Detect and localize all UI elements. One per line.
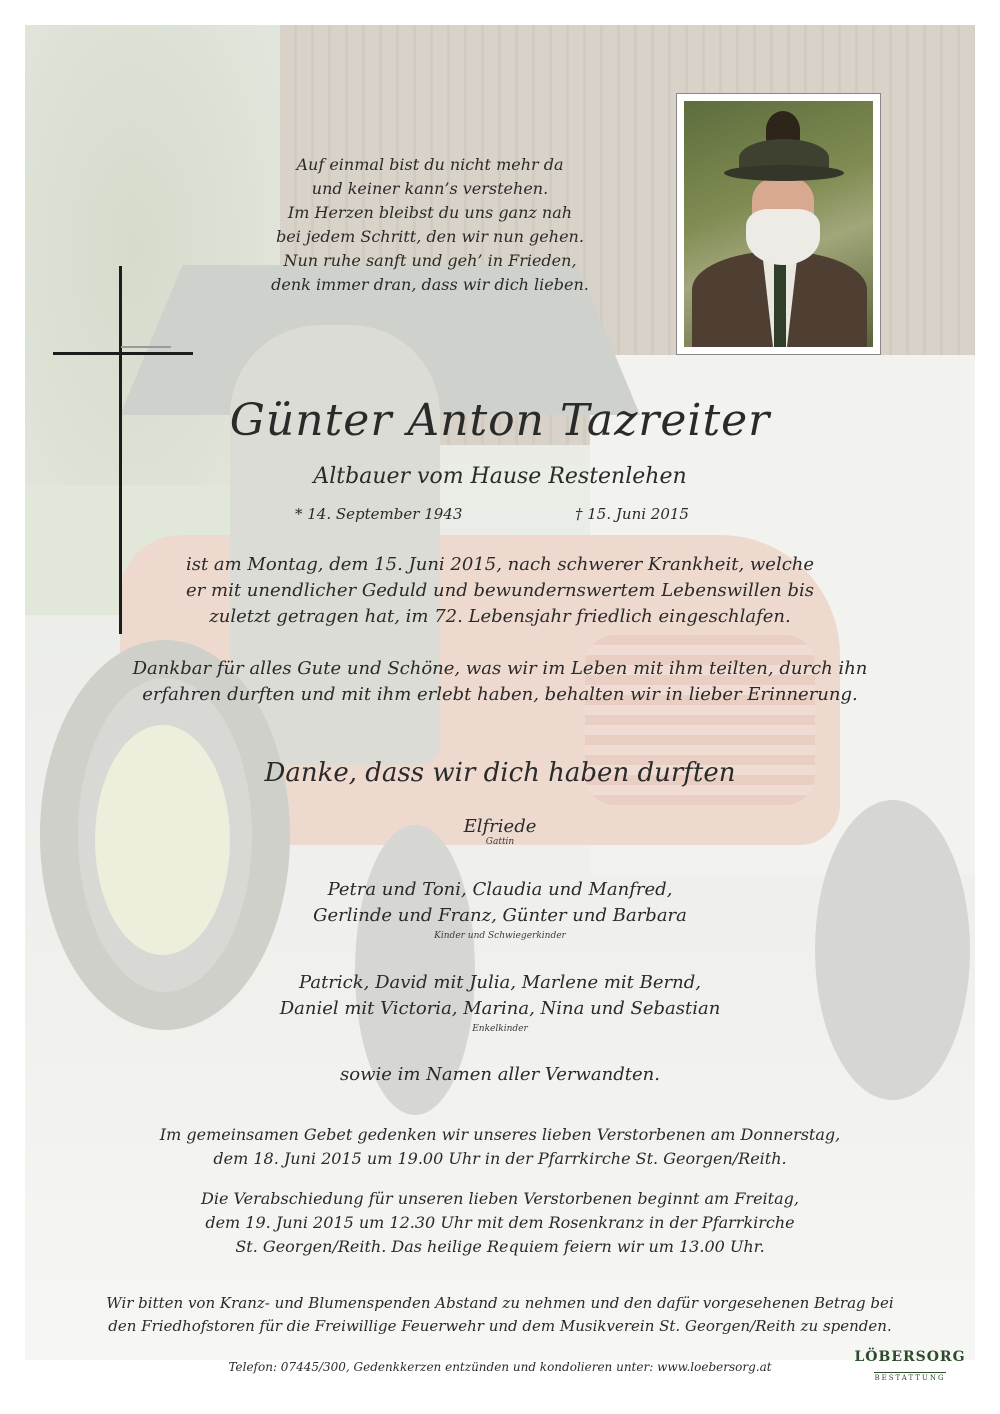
deceased-subtitle: Altbauer vom Hause Restenlehen — [313, 464, 687, 489]
gratitude-paragraph — [70, 656, 930, 708]
poem-line: Nun ruhe sanft und geh’ in Frieden, — [283, 251, 577, 270]
children-names: Gerlinde und Franz, Günter und Barbara — [313, 905, 687, 926]
relatives-line: sowie im Namen aller Verwandten. — [340, 1064, 660, 1085]
portrait-photo — [676, 93, 881, 355]
info-line: dem 19. Juni 2015 um 12.30 Uhr mit dem Rosenkranz in der Pfarrkirche — [205, 1213, 795, 1232]
funeral-home-logo — [850, 1349, 970, 1384]
spouse-name: Elfriede — [463, 816, 537, 837]
farewell-info — [80, 1187, 920, 1259]
logo-name: LÖBERSORG — [854, 1349, 966, 1365]
logo-subtitle: BESTATTUNG — [874, 1374, 946, 1382]
memorial-poem — [230, 153, 630, 297]
grandchildren-names: Daniel mit Victoria, Marina, Nina und Sebastian — [279, 998, 721, 1019]
info-line: den Friedhofstoren für die Freiwillige Feuerwehr und dem Musikverein St. Georgen/Reith zu spenden. — [108, 1317, 892, 1335]
poem-line: Im Herzen bleibst du uns ganz nah — [287, 203, 573, 222]
death-notice-paragraph — [120, 552, 880, 630]
children-role: Kinder und Schwiegerkinder — [434, 931, 566, 941]
deceased-name: Günter Anton Tazreiter — [229, 395, 771, 446]
info-line: Wir bitten von Kranz- und Blumenspenden Abstand zu nehmen und den dafür vorgesehenen Betrag bei — [106, 1294, 894, 1312]
cross-icon-bar — [53, 352, 193, 355]
contact-footer: Telefon: 07445/300, Gedenkkerzen entzünden und kondolieren unter: www.loebersorg.at — [228, 1360, 772, 1374]
paragraph-line: er mit unendlicher Geduld und bewundernswertem Lebenswillen bis — [186, 580, 814, 601]
spouse-role: Gattin — [485, 837, 515, 847]
poem-line: Auf einmal bist du nicht mehr da — [296, 155, 564, 174]
birth-date: * 14. September 1943 — [295, 505, 463, 523]
grandchildren-block — [180, 970, 820, 1036]
info-line: St. Georgen/Reith. Das heilige Requiem feiern wir um 13.00 Uhr. — [235, 1237, 765, 1256]
info-line: Die Verabschiedung für unseren lieben Verstorbenen beginnt am Freitag, — [201, 1189, 799, 1208]
poem-line: und keiner kann’s verstehen. — [311, 179, 549, 198]
info-line: dem 18. Juni 2015 um 19.00 Uhr in der Pfarrkirche St. Georgen/Reith. — [213, 1149, 787, 1168]
paragraph-line: erfahren durften und mit ihm erlebt haben, behalten wir in lieber Erinnerung. — [142, 684, 858, 705]
poem-line: denk immer dran, dass wir dich lieben. — [271, 275, 589, 294]
death-date: † 15. Juni 2015 — [575, 505, 689, 523]
paragraph-line: ist am Montag, dem 15. Juni 2015, nach schwerer Krankheit, welche — [185, 554, 815, 575]
spouse-block — [250, 816, 750, 847]
paragraph-line: zuletzt getragen hat, im 72. Lebensjahr friedlich eingeschlafen. — [209, 606, 791, 627]
grandchildren-names: Patrick, David mit Julia, Marlene mit Bernd, — [299, 972, 701, 993]
info-line: Im gemeinsamen Gebet gedenken wir unseres lieben Verstorbenen am Donnerstag, — [159, 1125, 841, 1144]
children-block — [200, 877, 800, 943]
thanks-heading: Danke, dass wir dich haben durften — [264, 758, 736, 788]
poem-line: bei jedem Schritt, den wir nun gehen. — [276, 227, 584, 246]
donation-info — [60, 1292, 940, 1338]
paragraph-line: Dankbar für alles Gute und Schöne, was wir im Leben mit ihm teilten, durch ihn — [132, 658, 868, 679]
prayer-info — [80, 1123, 920, 1171]
children-names: Petra und Toni, Claudia und Manfred, — [327, 879, 673, 900]
grandchildren-role: Enkelkinder — [472, 1024, 528, 1034]
